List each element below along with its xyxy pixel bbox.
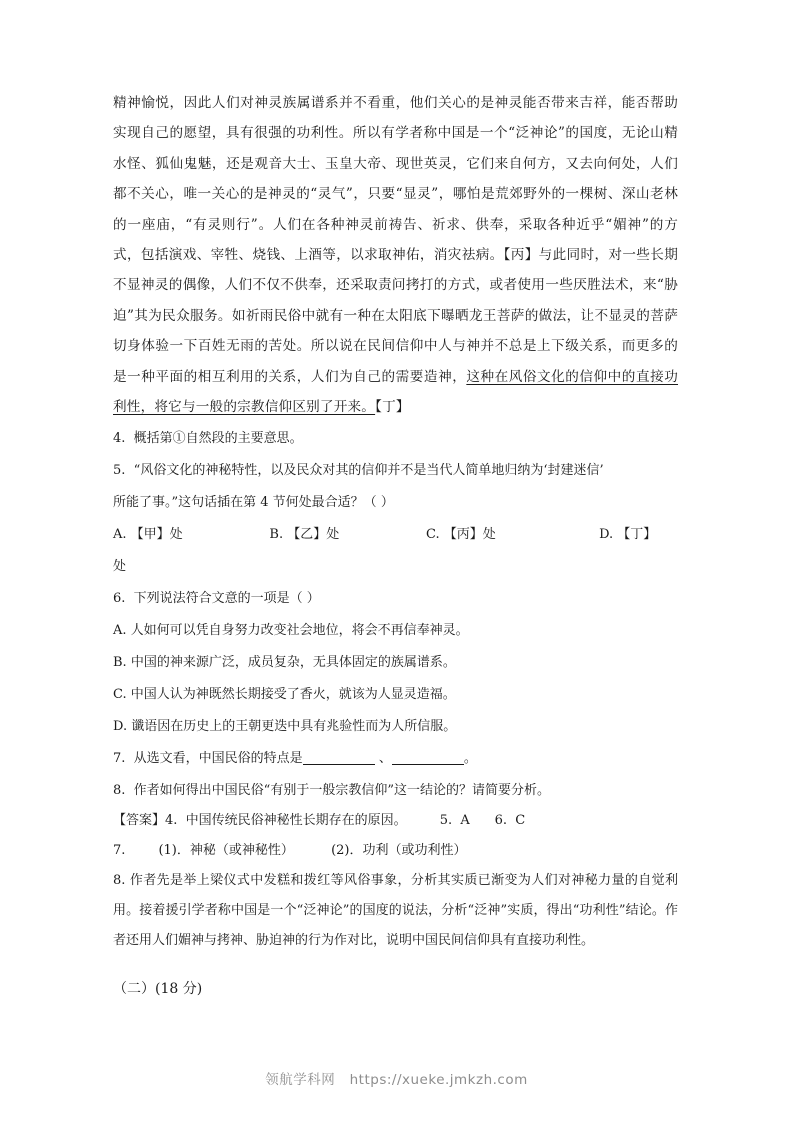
page-footer (0, 1068, 793, 1088)
question-6-option-c (113, 680, 678, 710)
question-4-text: 概括第①自然段的主要意思。 (133, 431, 303, 447)
question-6-option-d (113, 712, 678, 742)
question-6-number: 6. (113, 591, 126, 607)
question-6-option-b (113, 648, 678, 678)
question-4 (113, 424, 678, 454)
question-7 (113, 744, 678, 774)
question-8 (113, 776, 678, 806)
question-5-options-wrap (113, 552, 678, 582)
question-7-suffix: 。 (463, 751, 477, 767)
footer-url: https://xueke.jmkzh.com (349, 1072, 528, 1088)
question-6 (113, 584, 678, 614)
answers-line-1 (113, 806, 678, 836)
paragraph-body (113, 88, 678, 422)
paragraph-body-text: 精神愉悦，因此人们对神灵族属谱系并不看重，他们关心的是神灵能否带来吉祥，能否帮助实现自己的愿望，具有很强的功利性。所以有学者称中国是一个“泛神论”的国度，无论山精水怪、狐仙鬼魅，还是观音大士、玉皇大帝、现世英灵，它们来自何方，又去向何处，人们都不关心，唯一关心的是神灵的“灵气”，只要“显灵”，哪怕是荒郊野外的一棵树、深山老林的一座庙，“有灵则行”。人们在各种神灵前祷告、祈求、供奉，采取各种近乎“媚神”的方式，包括演戏、宰牲、烧钱、上酒等，以求取神佑，消灾祛病。【丙】与此同时，对一些长期不显神灵的偶像，人们不仅不供奉，还采取责问拷打的方式，或者使用一些厌胜法术，来“胁迫”其为民众服务。如祈雨民俗中就有一种在太阳底下曝晒龙王菩萨的做法，让不显灵的菩萨切身体验一下百姓无雨的苦处。所以说在民间信仰中人与神并不总是上下级关系，而更多的是一种平面的相互利用的关系，人们为自己的需要造神， (113, 95, 678, 385)
question-8-number: 8. (113, 783, 126, 799)
question-6-option-a-text: A. 人如何可以凭自身努力改变社会地位，将会不再信奉神灵。 (113, 623, 469, 639)
answers-line-2 (113, 836, 678, 866)
question-5-options-wrap-text: 处 (113, 559, 127, 575)
answer-4: 4. 中国传统民俗神秘性长期存在的原因。 (165, 813, 407, 829)
document-content (113, 88, 678, 1004)
answer-8-text: 8. 作者先是举上梁仪式中发糕和拨红等风俗事象，分析其实质已渐变为人们对神秘力量的自觉利用。接着援引学者称中国是一个“泛神论”的国度的说法，分析“泛神”实质，得出“功利性”结论。作者还用人们媚神与拷神、胁迫神的行为作对比，说明中国民间信仰具有直接功利性。 (113, 873, 678, 949)
question-5-text-line2: 所能了事。”这句话插在第 4 节何处最合适？（ ） (113, 495, 394, 511)
answers-line-3 (113, 866, 678, 956)
question-7-prefix: 从选文看，中国民俗的特点是 (133, 751, 303, 767)
question-4-number: 4. (113, 431, 126, 447)
answer-7-text: 7. (1)．神秘（或神秘性） (2)．功利（或功利性） (113, 843, 467, 859)
question-7-number: 7. (113, 751, 126, 767)
footer-brand: 领航学科网 (265, 1072, 336, 1088)
section-heading-text: （二）(18 分) (113, 981, 203, 998)
paragraph-tail-marker: 【丁】 (375, 399, 410, 416)
paragraph-underlined-text: 这种在风俗文化的信仰中的直接功利性，将它与一般的宗教信仰区别了开来。 (113, 368, 679, 416)
question-5-text-line1: “风俗文化的神秘特性，以及民众对其的信仰并不是当代人简单地归纳为‘封建迷信’ (133, 463, 604, 479)
question-5-line1 (113, 456, 678, 486)
question-5-options (113, 520, 678, 550)
section-heading (113, 974, 678, 1004)
question-6-option-b-text: B. 中国的神来源广泛，成员复杂，无具体固定的族属谱系。 (113, 655, 456, 671)
question-6-option-c-text: C. 中国人认为神既然长期接受了香火，就该为人显灵造福。 (113, 687, 456, 703)
question-5-number: 5. (113, 463, 126, 479)
question-7-blank-1[interactable] (303, 764, 375, 765)
question-5-line2 (113, 488, 678, 518)
question-6-option-d-text: D. 谶语因在历史上的王朝更迭中具有兆验性而为人所信服。 (113, 719, 457, 735)
answer-5: 5. A (439, 813, 470, 829)
question-7-blank-2[interactable] (392, 764, 464, 765)
question-7-mid: 、 (378, 751, 392, 767)
question-6-text: 下列说法符合文意的一项是（ ） (133, 591, 320, 607)
answers-label: 【答案】 (113, 813, 166, 829)
question-6-option-a (113, 616, 678, 646)
question-5-options-text: A. 【甲】处 B. 【乙】处 C. 【丙】处 D. 【丁】 (113, 527, 657, 543)
question-8-text: 作者如何得出中国民俗“有别于一般宗教信仰”这一结论的？请简要分析。 (133, 783, 550, 799)
answer-6: 6. C (494, 813, 526, 829)
